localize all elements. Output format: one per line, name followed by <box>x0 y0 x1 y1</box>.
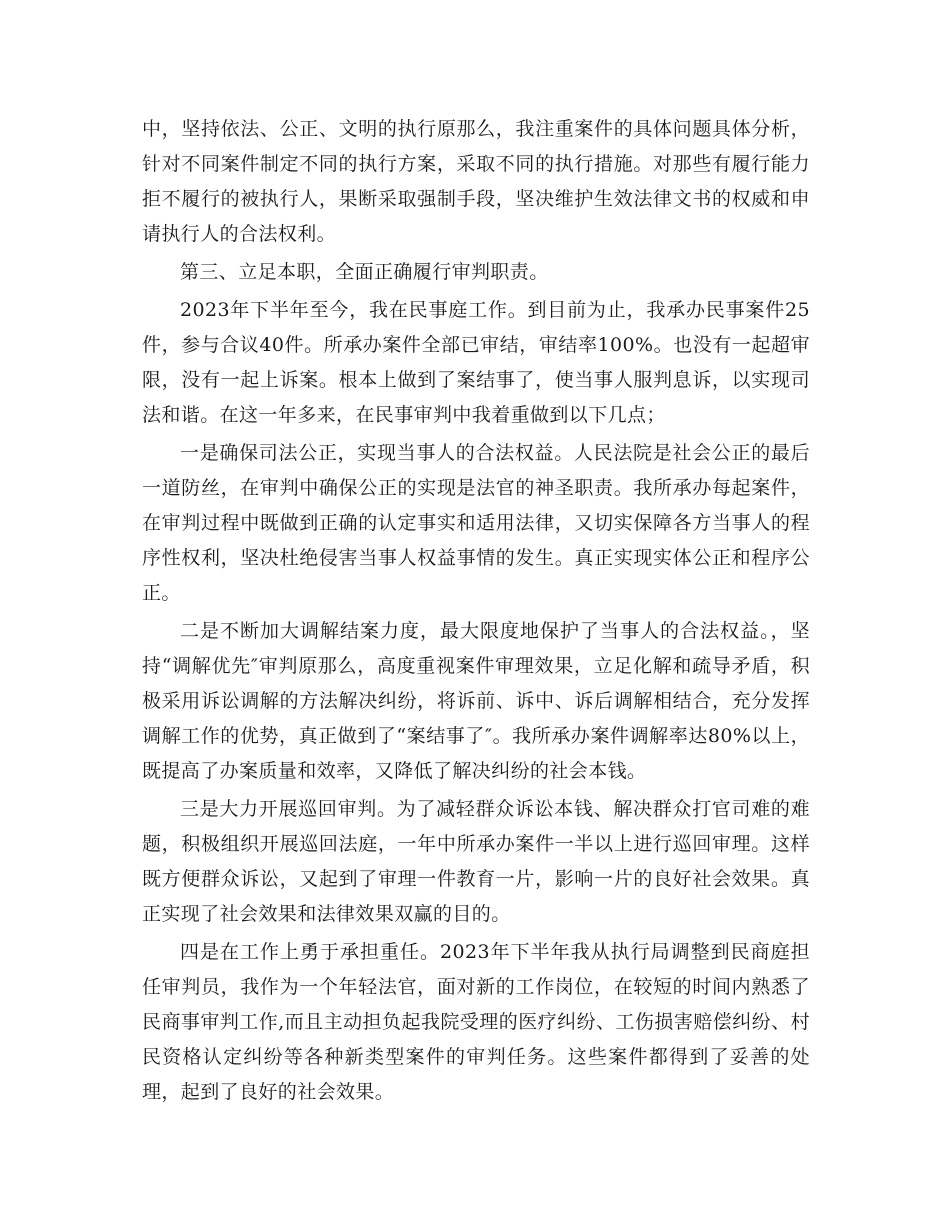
paragraph-section-heading: 第三、立足本职，全面正确履行审判职责。 <box>180 261 549 283</box>
paragraph-point-four: 四是在工作上勇于承担重任。2023年下半年我从执行局调整到民商庭担任审判员，我作为一个年轻法官，面对新的工作岗位，在较短的时间内熟悉了民商事审判工作,而且主动担负起我院受理的医疗纠纷、工伤损害赔偿纠纷、村民资格认定纠纷等各种新类型案件的审判任务。这些案件都得到了妥善的处理，起到了良好的社会效果。 <box>142 941 810 1103</box>
paragraph-continuation: 中，坚持依法、公正、文明的执行原那么，我注重案件的具体问题具体分析，针对不同案件制定不同的执行方案，采取不同的执行措施。对那些有履行能力拒不履行的被执行人，果断采取强制手段，坚决维护生效法律文书的权威和申请执行人的合法权利。 <box>142 118 810 245</box>
paragraph-case-summary: 2023年下半年至今，我在民事庭工作。到目前为止，我承办民事案件25件，参与合议40件。所承办案件全部已审结，审结率100%。也没有一起超审限，没有一起上诉案。根本上做到了案结事了，使当事人服判息诉，以实现司法和谐。在这一年多来，在民事审判中我着重做到以下几点； <box>142 299 810 426</box>
paragraph-point-two: 二是不断加大调解结案力度，最大限度地保护了当事人的合法权益。，坚持“调解优先″审判原那么，高度重视案件审理效果，立足化解和疏导矛盾，积极采用诉讼调解的方法解决纠纷，将诉前、诉中、诉后调解相结合，充分发挥调解工作的优势，真正做到了“案结事了″。我所承办案件调解率达80%以上，既提高了办案质量和效率，又降低了解决纠纷的社会本钱。 <box>142 620 810 782</box>
paragraph-point-three: 三是大力开展巡回审判。为了减轻群众诉讼本钱、解决群众打官司难的难题，积极组织开展巡回法庭，一年中所承办案件一半以上进行巡回审理。这样既方便群众诉讼，又起到了审理一件教育一片，影响一片的良好社会效果。真正实现了社会效果和法律效果双赢的目的。 <box>142 798 810 925</box>
document-page <box>142 112 810 1113</box>
paragraph-point-one: 一是确保司法公正，实现当事人的合法权益。人民法院是社会公正的最后一道防丝，在审判中确保公正的实现是法官的神圣职责。我所承办每起案件，在审判过程中既做到正确的认定事实和适用法律，又切实保障各方当事人的程序性权利，坚决杜绝侵害当事人权益事情的发生。真正实现实体公正和程序公正。 <box>142 442 810 604</box>
